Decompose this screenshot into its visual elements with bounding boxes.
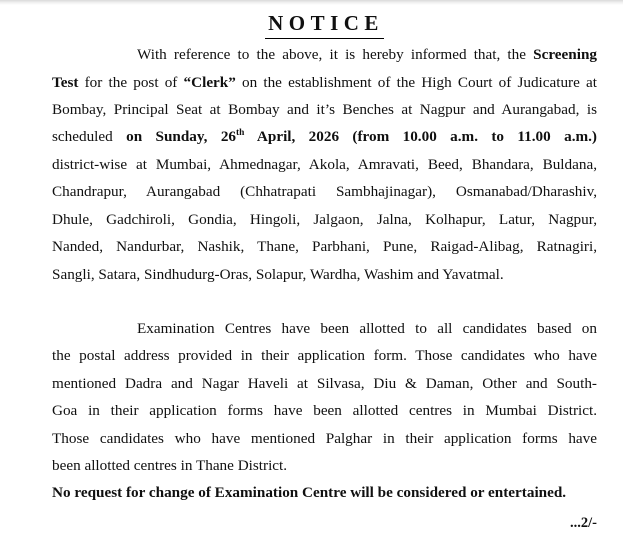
text-line: [52, 41, 597, 68]
paragraph-examination-centres: [52, 315, 597, 507]
text-line: [52, 452, 597, 479]
body-text: Bombay, Principal Seat at Bombay and it’s Benches at Nagpur and Aurangabad, is: [52, 101, 597, 119]
text-line: [52, 123, 597, 150]
emphasis-text: No request for change of Examination Centre will be considered or entertained.: [52, 484, 567, 502]
text-line: [52, 342, 597, 369]
emphasis-text: “Clerk”: [183, 73, 236, 91]
text-line: [52, 261, 597, 288]
text-line: [52, 206, 597, 233]
body-text: been allotted centres in Thane District.: [52, 456, 288, 474]
document-body: [52, 41, 597, 507]
text-line: [52, 425, 597, 452]
emphasis-text: April, 2026 (from 10.00 a.m. to 11.00 a.m.): [244, 128, 597, 146]
text-line: [52, 96, 597, 123]
body-text: Chandrapur, Aurangabad (Chhatrapati Sambhajinagar), Osmanabad/Dharashiv,: [52, 183, 597, 201]
emphasis-text: on Sunday, 26: [126, 128, 237, 146]
text-line: [52, 370, 597, 397]
body-text: on the establishment of the High Court of Judicature at: [235, 73, 597, 91]
body-text: district-wise at Mumbai, Ahmednagar, Akola, Amravati, Beed, Bhandara, Buldana,: [52, 155, 597, 173]
text-line: [52, 315, 597, 342]
body-text: mentioned Dadra and Nagar Haveli at Silvasa, Diu & Daman, Other and South-: [52, 374, 597, 392]
text-line: [52, 178, 597, 205]
emphasis-text: Test: [52, 73, 79, 91]
body-text: Examination Centres have been allotted to all candidates based on: [137, 319, 597, 337]
page-continuation-marker: ...2/-: [570, 514, 597, 531]
text-line: [52, 233, 597, 260]
page-title-text: NOTICE: [265, 10, 384, 39]
body-text: Those candidates who have mentioned Palghar in their application forms have: [52, 429, 597, 447]
body-text: With reference to the above, it is hereby informed that, the: [137, 46, 534, 64]
text-line: [52, 69, 597, 96]
page-title: [52, 0, 597, 39]
body-text: the postal address provided in their application form. Those candidates who have: [52, 347, 597, 365]
text-line: [52, 479, 597, 506]
body-text: scheduled: [52, 128, 127, 146]
paragraph-screening-test: [52, 41, 597, 288]
first-line-indent: [52, 41, 137, 68]
first-line-indent: [52, 315, 137, 342]
body-text: Sangli, Satara, Sindhudurg-Oras, Solapur, Wardha, Washim and Yavatmal.: [52, 265, 504, 283]
text-line: [52, 151, 597, 178]
body-text: Nanded, Nandurbar, Nashik, Thane, Parbhani, Pune, Raigad-Alibag, Ratnagiri,: [52, 238, 597, 256]
body-text: Goa in their application forms have been allotted centres in Mumbai District.: [52, 402, 597, 420]
ordinal-suffix: th: [236, 128, 245, 139]
body-text: for the post of: [78, 73, 184, 91]
text-line: [52, 397, 597, 424]
body-text: Dhule, Gadchiroli, Gondia, Hingoli, Jalgaon, Jalna, Kolhapur, Latur, Nagpur,: [52, 210, 597, 228]
paragraph-spacer: [52, 288, 597, 315]
emphasis-text: Screening: [533, 46, 597, 64]
